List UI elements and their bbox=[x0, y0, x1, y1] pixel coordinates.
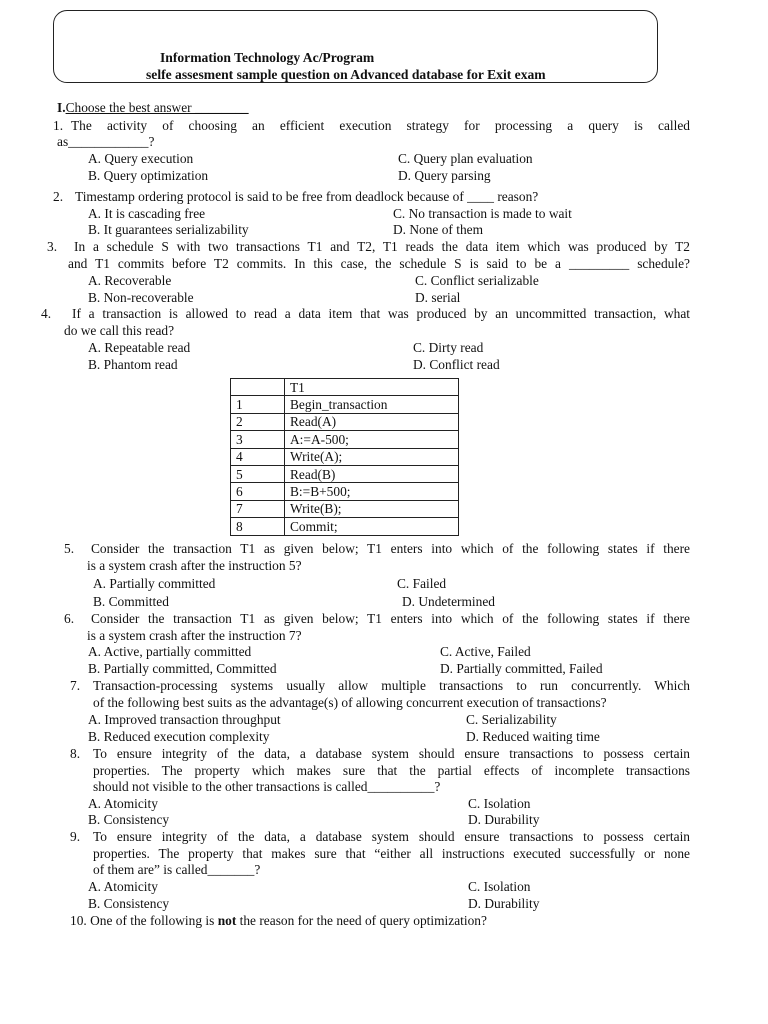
q2-text-line1: Timestamp ordering protocol is said to be free from deadlock because of ____ reason? bbox=[75, 189, 539, 204]
q4-option-c: C. Dirty read bbox=[413, 340, 484, 355]
q9-text-line2: properties. The property that makes sure that “either all instructions executed successfully or none bbox=[93, 846, 690, 861]
q7-option-a: A. Improved transaction throughput bbox=[88, 712, 281, 727]
header-title: Information Technology Ac/Program bbox=[160, 50, 375, 65]
q5-option-a: A. Partially committed bbox=[93, 576, 216, 591]
q8-text-line2: properties. The property which makes sure that the partial effects of incomplete transactions bbox=[93, 763, 690, 778]
q6-option-d: D. Partially committed, Failed bbox=[440, 661, 603, 676]
q10-text-pre: One of the following is bbox=[90, 913, 218, 928]
table-row bbox=[231, 431, 459, 448]
q8-option-c: C. Isolation bbox=[468, 796, 531, 811]
table-row bbox=[231, 518, 459, 535]
q5-option-c: C. Failed bbox=[397, 576, 447, 591]
step-statement: Read(B) bbox=[285, 465, 459, 482]
table-row bbox=[231, 483, 459, 500]
q2-option-c: C. No transaction is made to wait bbox=[393, 206, 572, 221]
transaction-table bbox=[230, 378, 459, 536]
q6-text-line2: is a system crash after the instruction 7? bbox=[87, 628, 302, 643]
q8-option-d: D. Durability bbox=[468, 812, 540, 827]
q7-text-line2: of the following best suits as the advantage(s) of allowing concurrent execution of transactions? bbox=[93, 695, 607, 710]
step-number: 8 bbox=[231, 518, 285, 535]
step-statement: Begin_transaction bbox=[285, 396, 459, 413]
q1-option-d: D. Query parsing bbox=[398, 168, 491, 183]
q6-option-c: C. Active, Failed bbox=[440, 644, 531, 659]
table-header-cell: T1 bbox=[285, 379, 459, 396]
section-number: I. bbox=[57, 100, 66, 115]
q5-option-d: D. Undetermined bbox=[402, 594, 495, 609]
q1-option-c: C. Query plan evaluation bbox=[398, 151, 533, 166]
q6-text-line1: Consider the transaction T1 as given below; T1 enters into which of the following states if there bbox=[91, 611, 690, 626]
q5-text-line2: is a system crash after the instruction 5? bbox=[87, 558, 302, 573]
q8-option-b: B. Consistency bbox=[88, 812, 170, 827]
step-number: 5 bbox=[231, 465, 285, 482]
q1-number: 1. bbox=[53, 118, 64, 133]
q9-option-b: B. Consistency bbox=[88, 896, 170, 911]
q1-option-a: A. Query execution bbox=[88, 151, 194, 166]
q7-option-d: D. Reduced waiting time bbox=[466, 729, 600, 744]
q5-text-line1: Consider the transaction T1 as given below; T1 enters into which of the following states if there bbox=[91, 541, 690, 556]
q10-text-emphasis: not bbox=[217, 913, 237, 928]
q6-option-b: B. Partially committed, Committed bbox=[88, 661, 277, 676]
step-statement: A:=A-500; bbox=[285, 431, 459, 448]
step-number: 4 bbox=[231, 448, 285, 465]
q8-option-a: A. Atomicity bbox=[88, 796, 158, 811]
q5-option-b: B. Committed bbox=[93, 594, 169, 609]
q2-option-a: A. It is cascading free bbox=[88, 206, 206, 221]
q9-number: 9. bbox=[70, 829, 81, 844]
q8-text-line3: should not visible to the other transactions is called__________? bbox=[93, 779, 441, 794]
q9-option-c: C. Isolation bbox=[468, 879, 531, 894]
step-statement: Write(B); bbox=[285, 500, 459, 517]
q1-text-line1: The activity of choosing an efficient execution strategy for processing a query is called bbox=[71, 118, 690, 133]
q2-option-b: B. It guarantees serializability bbox=[88, 222, 249, 237]
section-title: Choose the best answer ________ bbox=[65, 100, 249, 115]
q7-option-c: C. Serializability bbox=[466, 712, 557, 727]
step-statement: B:=B+500; bbox=[285, 483, 459, 500]
q3-text-line2: and T1 commits before T2 commits. In this case, the schedule S is said to be a _________ schedule? bbox=[68, 256, 690, 271]
step-number: 2 bbox=[231, 413, 285, 430]
q1-text-line2: as____________? bbox=[57, 134, 155, 149]
q1-option-b: B. Query optimization bbox=[88, 168, 209, 183]
q6-number: 6. bbox=[64, 611, 75, 626]
q9-option-d: D. Durability bbox=[468, 896, 540, 911]
q7-text-line1: Transaction-processing systems usually allow multiple transactions to run concurrently. Which bbox=[93, 678, 690, 693]
step-statement: Read(A) bbox=[285, 413, 459, 430]
table-row bbox=[231, 465, 459, 482]
q3-number: 3. bbox=[47, 239, 58, 254]
q2-option-d: D. None of them bbox=[393, 222, 483, 237]
step-statement: Commit; bbox=[285, 518, 459, 535]
q5-number: 5. bbox=[64, 541, 75, 556]
table-row bbox=[231, 500, 459, 517]
table-header-row bbox=[231, 379, 459, 396]
step-number: 3 bbox=[231, 431, 285, 448]
step-statement: Write(A); bbox=[285, 448, 459, 465]
q8-text-line1: To ensure integrity of the data, a database system should ensure transactions to possess certain bbox=[93, 746, 690, 761]
table-row bbox=[231, 413, 459, 430]
q10-text-post: the reason for the need of query optimization? bbox=[236, 913, 487, 928]
q3-option-b: B. Non-recoverable bbox=[88, 290, 194, 305]
q4-option-d: D. Conflict read bbox=[413, 357, 500, 372]
q3-option-c: C. Conflict serializable bbox=[415, 273, 539, 288]
q4-number: 4. bbox=[41, 306, 52, 321]
header-subtitle: selfe assesment sample question on Advanced database for Exit exam bbox=[146, 67, 546, 82]
q6-option-a: A. Active, partially committed bbox=[88, 644, 252, 659]
q9-option-a: A. Atomicity bbox=[88, 879, 158, 894]
q3-option-d: D. serial bbox=[415, 290, 461, 305]
step-number: 7 bbox=[231, 500, 285, 517]
table-header-blank bbox=[231, 379, 285, 396]
q4-option-a: A. Repeatable read bbox=[88, 340, 191, 355]
step-number: 6 bbox=[231, 483, 285, 500]
q7-number: 7. bbox=[70, 678, 81, 693]
q8-number: 8. bbox=[70, 746, 81, 761]
q10-number: 10. bbox=[70, 913, 87, 928]
table-row bbox=[231, 396, 459, 413]
q4-option-b: B. Phantom read bbox=[88, 357, 178, 372]
step-number: 1 bbox=[231, 396, 285, 413]
q10-text bbox=[70, 913, 487, 929]
q3-option-a: A. Recoverable bbox=[88, 273, 172, 288]
q4-text-line1: If a transaction is allowed to read a data item that was produced by an uncommitted transaction, what bbox=[72, 306, 690, 321]
q2-number: 2. bbox=[53, 189, 64, 204]
q9-text-line3: of them are” is called_______? bbox=[93, 862, 261, 877]
q3-text-line1: In a schedule S with two transactions T1 and T2, T1 reads the data item which was produced by T2 bbox=[74, 239, 690, 254]
q7-option-b: B. Reduced execution complexity bbox=[88, 729, 270, 744]
section-heading bbox=[57, 100, 249, 116]
q9-text-line1: To ensure integrity of the data, a database system should ensure transactions to possess certain bbox=[93, 829, 690, 844]
table-row bbox=[231, 448, 459, 465]
q4-text-line2: do we call this read? bbox=[64, 323, 175, 338]
